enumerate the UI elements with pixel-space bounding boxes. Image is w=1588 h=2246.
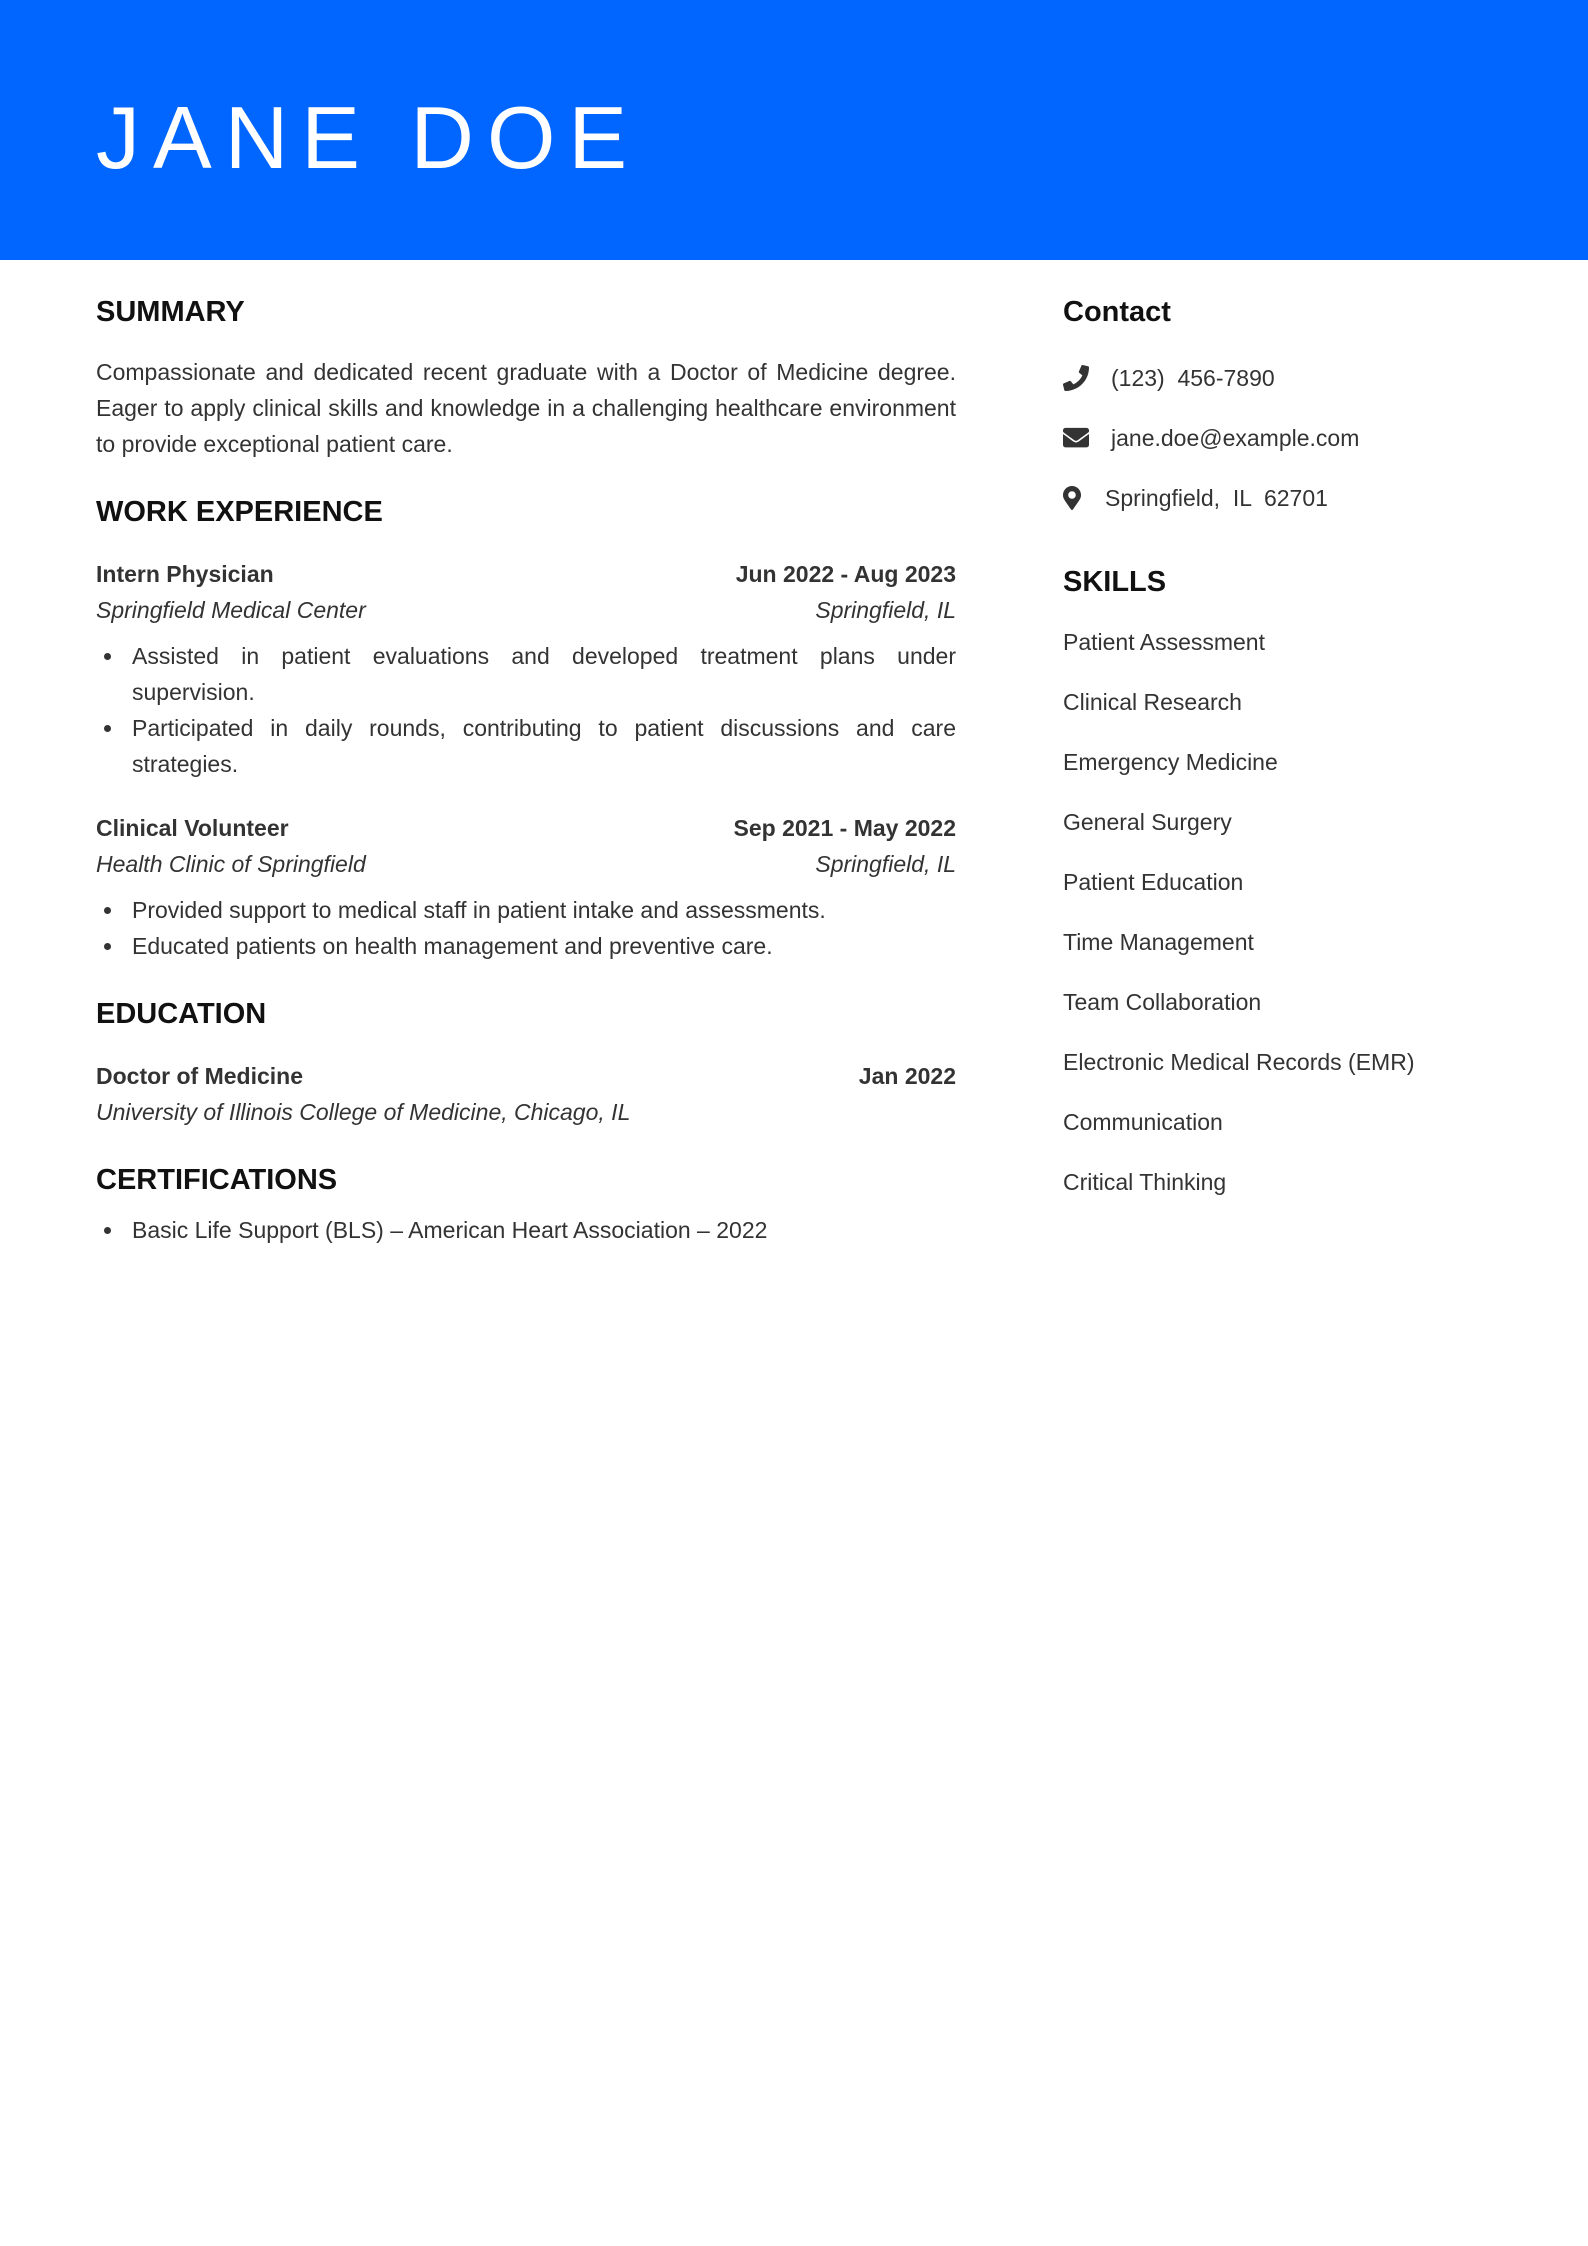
job-bullet: Provided support to medical staff in patient intake and assessments. bbox=[96, 892, 956, 928]
email-address: jane.doe@example.com bbox=[1111, 424, 1360, 451]
skill-item: Emergency Medicine bbox=[1063, 749, 1278, 775]
header-banner bbox=[0, 0, 1588, 260]
job-dates: Sep 2021 - May 2022 bbox=[733, 815, 956, 841]
job-bullet: Participated in daily rounds, contributing to patient discussions and care strategies. bbox=[96, 710, 956, 782]
contact-email bbox=[1063, 418, 1503, 458]
contact-list bbox=[1063, 358, 1503, 518]
address: Springfield, IL 62701 bbox=[1105, 484, 1328, 511]
job-entry bbox=[96, 810, 956, 964]
job-bullet: Assisted in patient evaluations and developed treatment plans under supervision. bbox=[96, 638, 956, 710]
certifications-heading: CERTIFICATIONS bbox=[96, 1164, 338, 1196]
bullet-dot-icon bbox=[104, 653, 111, 660]
main-column bbox=[96, 290, 956, 1248]
skill-item: Electronic Medical Records (EMR) bbox=[1063, 1049, 1415, 1075]
bullet-dot-icon bbox=[104, 943, 111, 950]
skills-heading: SKILLS bbox=[1063, 566, 1167, 598]
skill-item: Patient Assessment bbox=[1063, 629, 1265, 655]
skill-item: General Surgery bbox=[1063, 809, 1232, 835]
job-location: Springfield, IL bbox=[815, 597, 956, 623]
education-heading: EDUCATION bbox=[96, 998, 267, 1030]
sidebar-column bbox=[1063, 290, 1503, 1224]
degree: Doctor of Medicine bbox=[96, 1063, 304, 1089]
candidate-name: JANE DOE bbox=[96, 88, 641, 187]
summary-text: Compassionate and dedicated recent graduate with a Doctor of Medicine degree. Eager to apply clinical skills and knowledge in a challenging healthcare environment to provide exceptional patient care. bbox=[96, 359, 956, 457]
school: University of Illinois College of Medicine, Chicago, IL bbox=[96, 1099, 631, 1125]
job-role: Intern Physician bbox=[96, 561, 274, 587]
work-experience-heading: WORK EXPERIENCE bbox=[96, 496, 383, 528]
job-bullet: Educated patients on health management and preventive care. bbox=[96, 928, 956, 964]
job-entry bbox=[96, 556, 956, 782]
skills-list bbox=[1063, 624, 1503, 1200]
education-section bbox=[96, 992, 956, 1130]
contact-address bbox=[1063, 478, 1503, 518]
job-role: Clinical Volunteer bbox=[96, 815, 289, 841]
bullet-dot-icon bbox=[104, 907, 111, 914]
job-dates: Jun 2022 - Aug 2023 bbox=[735, 561, 956, 587]
skill-item: Critical Thinking bbox=[1063, 1169, 1227, 1195]
skill-item: Team Collaboration bbox=[1063, 989, 1262, 1015]
job-organization: Health Clinic of Springfield bbox=[96, 851, 366, 877]
map-pin-icon bbox=[1063, 484, 1105, 512]
job-organization: Springfield Medical Center bbox=[96, 597, 366, 623]
envelope-icon bbox=[1063, 424, 1111, 452]
phone-number: (123) 456-7890 bbox=[1111, 364, 1275, 391]
skill-item: Clinical Research bbox=[1063, 689, 1242, 715]
summary-section bbox=[96, 290, 956, 462]
graduation-date: Jan 2022 bbox=[858, 1063, 956, 1089]
skill-item: Time Management bbox=[1063, 929, 1254, 955]
skill-item: Patient Education bbox=[1063, 869, 1244, 895]
phone-icon bbox=[1063, 364, 1111, 392]
contact-heading: Contact bbox=[1063, 296, 1171, 328]
bullet-dot-icon bbox=[104, 725, 111, 732]
skill-item: Communication bbox=[1063, 1109, 1223, 1135]
education-entry bbox=[96, 1058, 956, 1130]
certifications-section bbox=[96, 1158, 956, 1248]
job-location: Springfield, IL bbox=[815, 851, 956, 877]
certification-item: Basic Life Support (BLS) – American Heart Association – 2022 bbox=[96, 1212, 956, 1248]
bullet-dot-icon bbox=[104, 1227, 111, 1234]
summary-heading: SUMMARY bbox=[96, 296, 245, 328]
work-experience-section bbox=[96, 490, 956, 964]
contact-phone bbox=[1063, 358, 1503, 398]
